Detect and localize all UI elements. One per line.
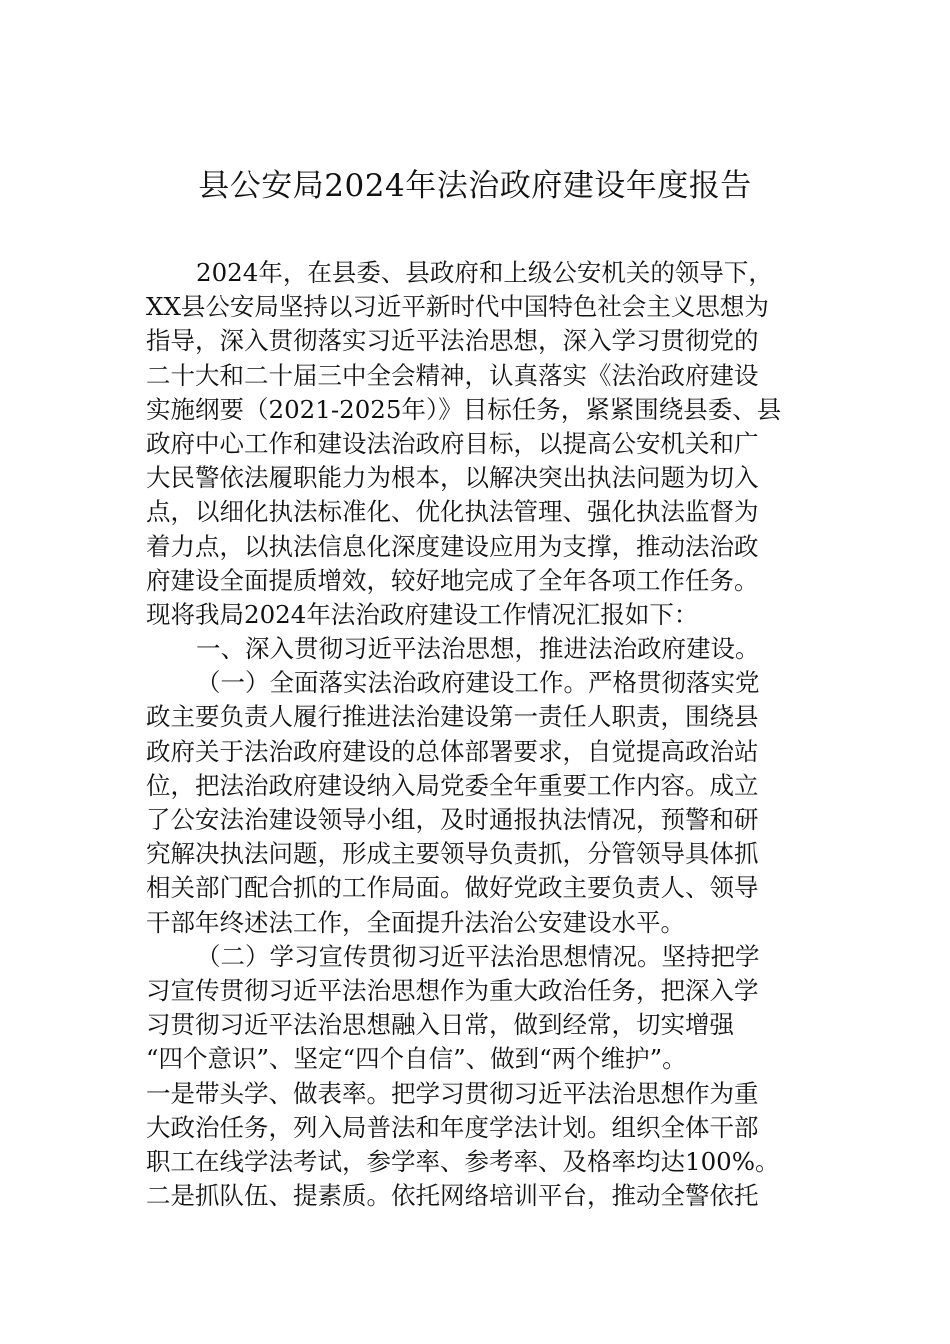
paragraph-line: 二十大和二十届三中全会精神，认真落实《法治政府建设 xyxy=(146,360,759,390)
paragraph-line: XX县公安局坚持以习近平新时代中国特色社会主义思想为 xyxy=(146,292,769,322)
paragraph-line: 着力点，以执法信息化深度建设应用为支撑，推动法治政 xyxy=(146,531,759,561)
subsection-heading-line: （二）学习宣传贯彻习近平法治思想情况。坚持把学 xyxy=(196,941,760,971)
paragraph-line: 点，以细化执法标准化、优化执法管理、强化执法监督为 xyxy=(146,497,759,527)
document-title: 县公安局2024年法治政府建设年度报告 xyxy=(198,168,752,204)
paragraph-line: 指导，深入贯彻落实习近平法治思想，深入学习贯彻党的 xyxy=(146,326,759,356)
paragraph-line: 大民警依法履职能力为根本，以解决突出执法问题为切入 xyxy=(146,463,759,493)
paragraph-line: 二是抓队伍、提素质。依托网络培训平台，推动全警依托 xyxy=(146,1181,759,1211)
section-heading: 一、深入贯彻习近平法治思想，推进法治政府建设。 xyxy=(196,634,760,664)
paragraph-line: 大政治任务，列入局普法和年度学法计划。组织全体干部 xyxy=(146,1112,759,1142)
subsection-heading-line: （一）全面落实法治政府建设工作。严格贯彻落实党 xyxy=(196,668,760,698)
paragraph-line: “四个意识”、坚定“四个自信”、做到“两个维护”。 xyxy=(146,1044,687,1074)
paragraph-line: 习贯彻习近平法治思想融入日常，做到经常，切实增强 xyxy=(146,1010,734,1040)
paragraph-line: 了公安法治建设领导小组，及时通报执法情况，预警和研 xyxy=(146,805,759,834)
paragraph-line: 位，把法治政府建设纳入局党委全年重要工作内容。成立 xyxy=(146,770,759,800)
document-body xyxy=(146,256,816,1213)
paragraph-line: 一是带头学、做表率。把学习贯彻习近平法治思想作为重 xyxy=(146,1078,759,1108)
paragraph-line: 究解决执法问题，形成主要领导负责抓，分管领导具体抓 xyxy=(146,839,759,869)
paragraph-line: 干部年终述法工作，全面提升法治公安建设水平。 xyxy=(146,907,685,937)
paragraph-line: 相关部门配合抓的工作局面。做好党政主要负责人、领导 xyxy=(146,873,759,903)
paragraph-line: 政府中心工作和建设法治政府目标，以提高公安机关和广 xyxy=(146,428,759,458)
paragraph-line: 习宣传贯彻习近平法治思想作为重大政治任务，把深入学 xyxy=(146,975,759,1005)
paragraph-line: 实施纲要（2021-2025年）》目标任务，紧紧围绕县委、县 xyxy=(146,394,782,424)
paragraph-line: 现将我局2024年法治政府建设工作情况汇报如下： xyxy=(146,599,699,629)
paragraph-line: 职工在线学法考试，参学率、参考率、及格率均达100%。 xyxy=(146,1146,780,1176)
paragraph-line: 政主要负责人履行推进法治建设第一责任人职责，围绕县 xyxy=(146,702,759,732)
paragraph-line: 政府关于法治政府建设的总体部署要求，自觉提高政治站 xyxy=(146,736,759,766)
paragraph-line: 府建设全面提质增效，较好地完成了全年各项工作任务。 xyxy=(146,565,759,595)
paragraph-line: 2024年，在县委、县政府和上级公安机关的领导下， xyxy=(196,258,773,287)
